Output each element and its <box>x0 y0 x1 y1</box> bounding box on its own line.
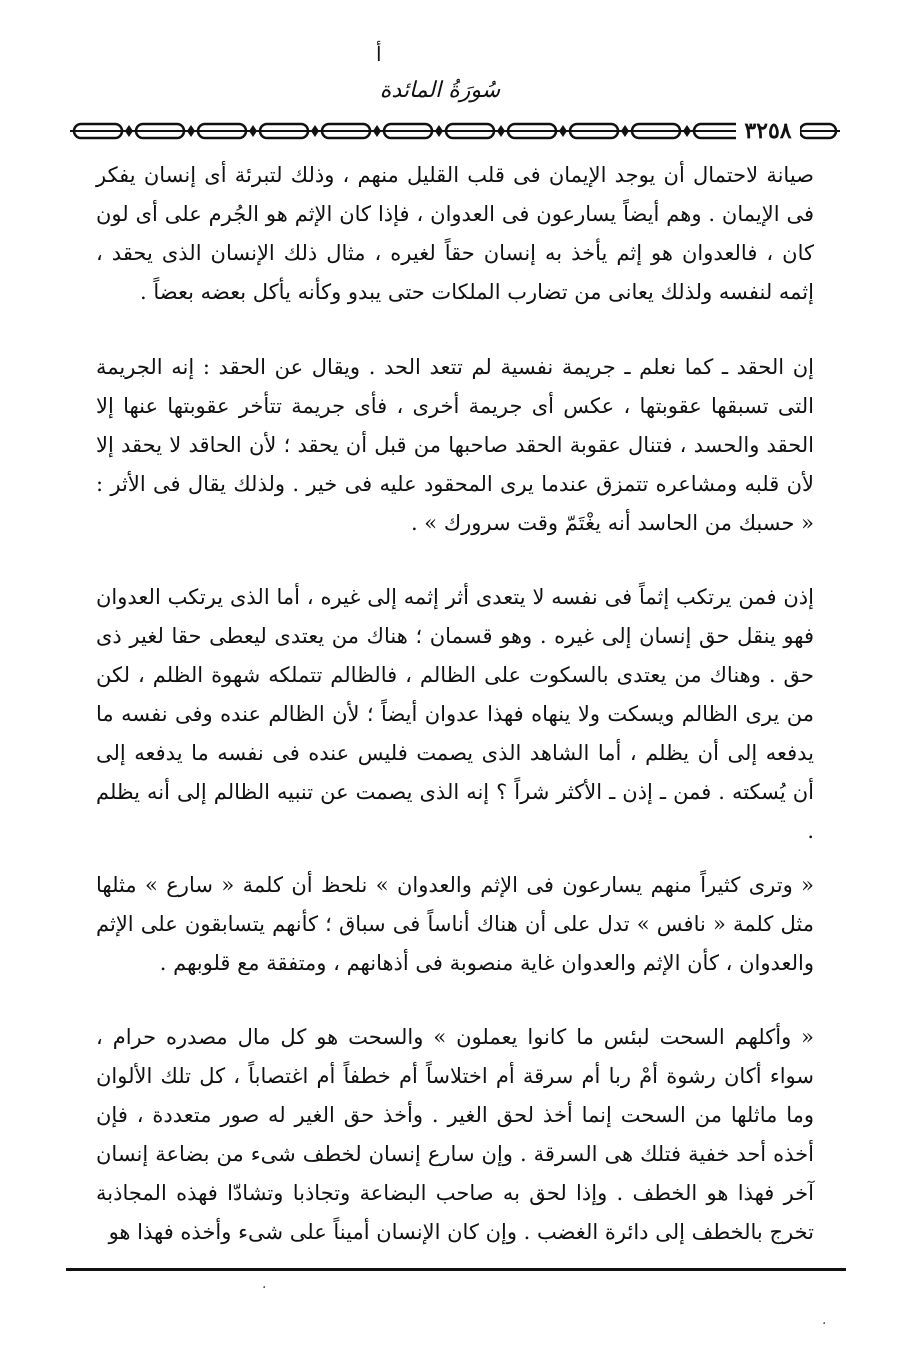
paragraph-text: إن الحقد ـ كما نعلم ـ جريمة نفسية لم تتعد الحد . ويقال عن الحقد : إنه الجريمة التى تسبقها عقوبتها ، عكس أى جريمة أخرى ، فأى جريمة تتأخر عقوبتها عنها إلا الحقد والحسد ، فتنال عقوبة الحقد صاحبها من قبل أن يحقد ؛ لأن الحاقد لا يحقد إلا لأن قلبه ومشاعره تتمزق عندما يرى المحقود عليه فى خير . ولذلك يقال فى الأثر : « حسبك من الحاسد أنه يغْتَمّ وقت سرورك » . <box>96 355 814 535</box>
text-paragraph <box>96 578 814 851</box>
page-number: ٣٢٥٨ <box>736 118 800 144</box>
scan-speck: · <box>262 1280 267 1296</box>
paragraph-text: صيانة لاحتمال أن يوجد الإيمان فى قلب القليل منهم ، وذلك لتبرئة أى إنسان يفكر فى الإيمان . وهم أيضاً يسارعون فى العدوان ، فإذا كان الإثم هو الجُرم على أى لون كان ، فالعدوان هو إثم يأخذ به إنسان حقاً لغيره ، مثال ذلك الإنسان الذى يحقد ، إثمه لنفسه ولذلك يعانى من تضارب الملكات حتى يبدو وكأنه يأكل بعضه بعضاً . <box>96 163 814 304</box>
paragraph-text: « وأكلهم السحت لبئس ما كانوا يعملون » والسحت هو كل مال مصدره حرام ، سواء أكان رشوة أمْ ربا أم سرقة أم اختلاساً أم خطفاً أم اغتصاباً ، كل تلك الألوان وما ماثلها من السحت إنما أخذ لحق الغير . وأخذ حق الغير له صور متعددة ، فإن أخذه أحد خفية فتلك هى السرقة . وإن سارع إنسان لخطف شىء من بضاعة إنسان آخر فهذا هو الخطف . وإذا لحق به صاحب البضاعة وتجاذبا وتشادّا فهذه المجاذبة تخرج بالخطف إلى دائرة الغضب . وإن كان الإنسان أميناً على شىء وأخذه فهذا هو <box>96 1025 814 1244</box>
text-paragraph <box>96 866 814 983</box>
paragraph-text: إذن فمن يرتكب إثماً فى نفسه لا يتعدى أثر إثمه إلى غيره ، أما الذى يرتكب العدوان فهو ينقل حق إنسان إلى غيره . وهو قسمان ؛ هناك من يعتدى ليعطى حقا لغير ذى حق . وهناك من يعتدى بالسكوت على الظالم ، فالظالم تتملكه شهوة الظلم ، لكن من يرى الظالم ويسكت ولا ينهاه فهذا عدوان أيضاً ؛ لأن الظالم عنده وفى نفسه ما يدفعه إلى أن يظلم ، أما الشاهد الذى يصمت فليس عنده فى نفسه ما يدفعه إلى أن يُسكته . فمن ـ إذن ـ الأكثر شراً ؟ إنه الذى يصمت عن تنبيه الظالم إلى أنه يظلم . <box>96 585 814 843</box>
ornamental-border <box>70 116 840 146</box>
scan-speck: · <box>822 1316 827 1332</box>
surah-title: سُورَةُ المائدة <box>379 78 501 103</box>
text-paragraph <box>96 348 814 543</box>
footer-rule <box>66 1268 846 1271</box>
page-top-mark: أ <box>376 42 382 66</box>
paragraph-text: « وترى كثيراً منهم يسارعون فى الإثم والعدوان » نلحظ أن كلمة « سارع » مثلها مثل كلمة « نافس » تدل على أن هناك أناساً فى سباق ؛ كأنهم يتسابقون على الإثم والعدوان ، كأن الإثم والعدوان غاية منصوبة فى أذهانهم ، ومتفقة مع قلوبهم . <box>96 873 814 975</box>
text-paragraph <box>96 1018 814 1252</box>
text-paragraph <box>96 156 814 312</box>
